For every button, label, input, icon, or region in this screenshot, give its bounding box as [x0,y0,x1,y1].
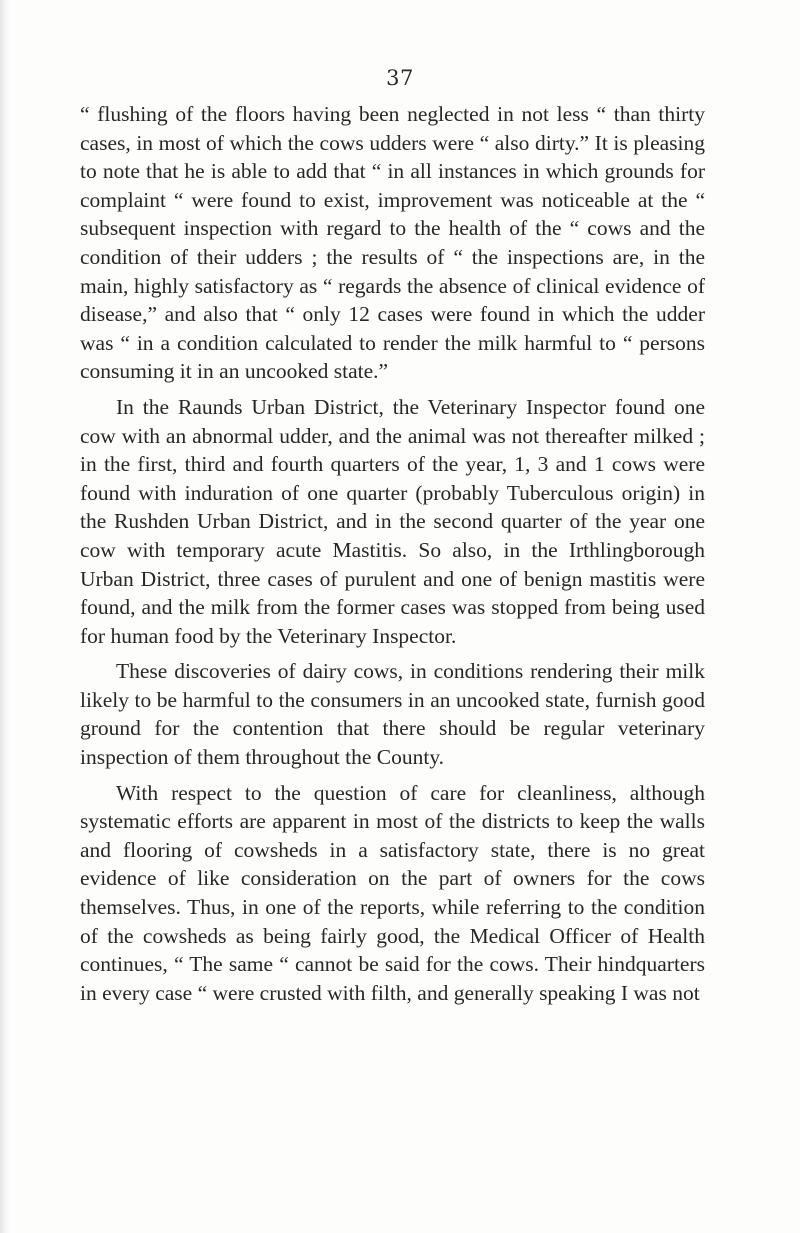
paragraph-cleanliness: With respect to the question of care for cleanliness, although systematic efforts are apparent in most of the districts to keep the walls and flooring of cowsheds in a satisfactory state, there is no great evidence of like consideration on the part of owners for the cows themselves. Thus, in one of the reports, while referring to the condition of the cowsheds as being fairly good, the Medical Officer of Health continues, “ The same “ cannot be said for the cows. Their hindquarters in every case “ were crusted with filth, and generally speaking I was not [80,780,705,1005]
body-text [80,100,705,1007]
page-edge-shadow [0,0,10,1233]
paragraph-quote-continuation: “ flushing of the floors having been neglected in not less “ than thirty cases, in most of which the cows udders were “ also dirty.” It is pleasing to note that he is able to add that “ in all instances in which grounds for complaint “ were found to exist, improvement was noticeable at the “ subsequent inspection with regard to the health of the “ cows and the condition of their udders ; the results of “ the inspections are, in the main, highly satisfactory as “ regards the absence of clinical evidence of disease,” and also that “ only 12 cases were found in which the udder was “ in a condition calculated to render the milk harmful to “ persons consuming it in an uncooked state.” [80,102,705,384]
page-number: 37 [386,66,414,90]
paragraph-raunds-district: In the Raunds Urban District, the Veterinary Inspector found one cow with an abnormal udder, and the animal was not thereafter milked ; in the first, third and fourth quarters of the year, 1, 3 and 1 cows were found with induration of one quarter (probably Tuberculous origin) in the Rushden Urban District, and in the second quarter of the year one cow with temporary acute Mastitis. So also, in the Irthlingborough Urban District, three cases of purulent and one of benign mastitis were found, and the milk from the former cases was stopped from being used for human food by the Veterinary Inspector. [80,394,705,648]
paragraph-discoveries: These discoveries of dairy cows, in conditions rendering their milk likely to be harmful to the consumers in an uncooked state, furnish good ground for the contention that there should be regular veterinary inspection of them throughout the County. [80,659,705,770]
